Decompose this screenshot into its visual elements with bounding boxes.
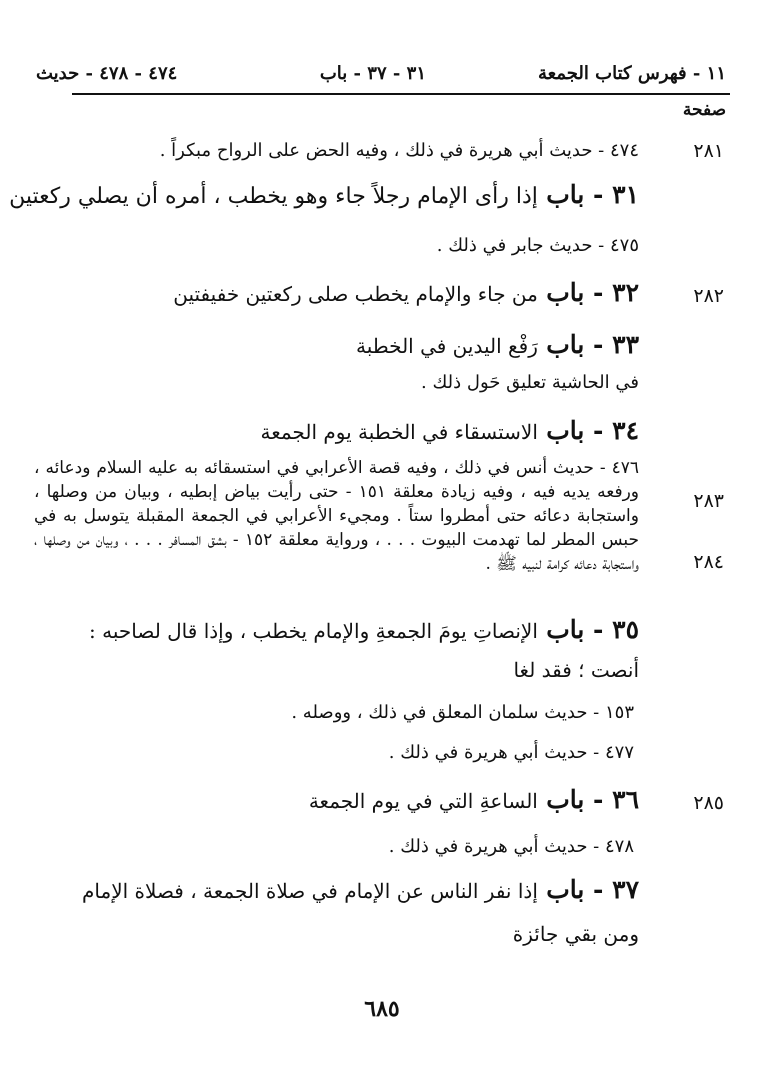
hadith-entry: ٤٧٤ - حديث أبي هريرة في ذلك ، وفيه الحض على الرواح مبكراً . bbox=[159, 140, 639, 161]
page-ref: ٢٨٢ bbox=[693, 285, 724, 307]
page-ref: ٢٨٣ bbox=[693, 490, 724, 512]
bab-heading bbox=[309, 785, 639, 814]
bab-title: الاستسقاء في الخطبة يوم الجمعة bbox=[260, 420, 538, 444]
bab-number: ٣١ - باب bbox=[546, 180, 639, 209]
header-bab-range: ٣١ - ٣٧ - باب bbox=[319, 63, 426, 84]
hadith-entry: ١٥٣ - حديث سلمان المعلق في ذلك ، ووصله . bbox=[291, 702, 634, 723]
bab-title-continued: ومن بقي جائزة bbox=[512, 922, 639, 946]
bab-title: الساعةِ التي في يوم الجمعة bbox=[308, 789, 538, 813]
page-ref: ٢٨١ bbox=[693, 140, 724, 162]
bab-number: ٣٣ - باب bbox=[546, 330, 639, 359]
hadith-entry: ٤٧٥ - حديث جابر في ذلك . bbox=[436, 235, 639, 256]
bab-heading bbox=[173, 278, 639, 307]
bab-title: الإنصاتِ يومَ الجمعةِ والإمام يخطب ، وإذا قال لصاحبه : bbox=[89, 619, 538, 643]
page-ref: ٢٨٤ bbox=[693, 551, 724, 573]
hadith-entry: ٤٧٧ - حديث أبي هريرة في ذلك . bbox=[388, 742, 634, 763]
header-hadith-range: ٤٧٤ - ٤٧٨ - حديث bbox=[36, 63, 178, 84]
bab-title: إذا نفر الناس عن الإمام في صلاة الجمعة ، فصلاة الإمام bbox=[82, 879, 538, 903]
page-column-label: صفحة bbox=[682, 100, 726, 120]
page-number: ٦٨٥ bbox=[364, 996, 400, 1022]
bab-number: ٣٥ - باب bbox=[546, 615, 639, 644]
bab-number: ٣٢ - باب bbox=[546, 278, 639, 307]
bab-title: من جاء والإمام يخطب صلى ركعتين خفيفتين bbox=[173, 282, 538, 306]
bab-number: ٣٤ - باب bbox=[546, 416, 639, 445]
bab-title-continued: أنصت ؛ فقد لغا bbox=[513, 658, 639, 682]
hadith-paragraph: ٤٧٦ - حديث أنس في ذلك ، وفيه قصة الأعرابي في استسقائه به عليه السلام ودعائه ، ورفعه يديه فيه ، وفيه زيادة معلقة ١٥١ - حتى رأيت بياض إبطيه ، وبيان من وصلها ، واستجابة دعائه حتى أمطروا ستاً . ومجيء الأعرابي في الجمعة المقبلة يتوسل به في حبس المطر لما تهدمت البيوت . . . ، ورواية معلقة ١٥٢ - بشق المسافر . . . ، وبيان من وصلها ، واستجابة دعائه كرامة لنبيه ﷺ . bbox=[34, 458, 640, 574]
bab-title: إذا رأى الإمام رجلاً جاء وهو يخطب ، أمره أن يصلي ركعتين bbox=[9, 184, 538, 209]
bab-number: ٣٧ - باب bbox=[546, 875, 639, 904]
bab-title: رَفْع اليدين في الخطبة bbox=[356, 334, 538, 358]
running-header bbox=[36, 55, 726, 93]
page-ref: ٢٨٥ bbox=[693, 792, 724, 814]
bab-heading bbox=[89, 615, 639, 644]
bab-heading bbox=[9, 180, 639, 209]
bab-heading bbox=[356, 330, 639, 359]
bab-heading bbox=[261, 416, 640, 445]
note-entry: في الحاشية تعليق حَول ذلك . bbox=[421, 372, 639, 393]
bab-heading bbox=[82, 875, 639, 904]
hadith-entry: ٤٧٨ - حديث أبي هريرة في ذلك . bbox=[388, 836, 634, 857]
header-chapter-title: ١١ - فهرس كتاب الجمعة bbox=[538, 63, 726, 84]
header-rule bbox=[72, 93, 730, 95]
bab-number: ٣٦ - باب bbox=[546, 785, 639, 814]
